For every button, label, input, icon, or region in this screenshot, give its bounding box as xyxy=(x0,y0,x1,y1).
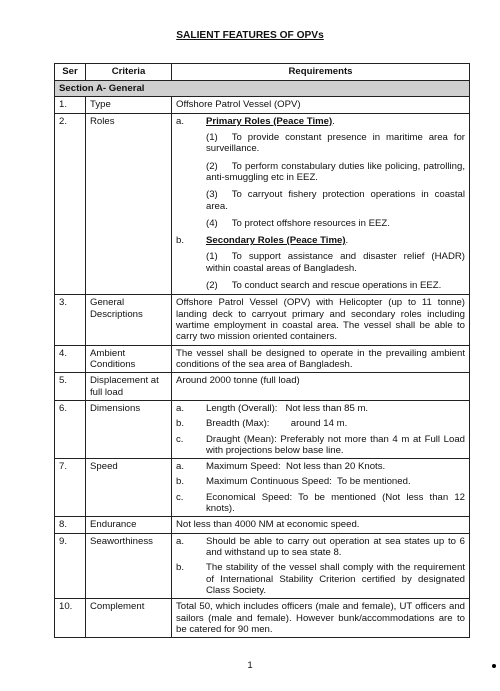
ser-cell: 7. xyxy=(55,459,86,517)
list-marker: a. xyxy=(176,402,185,414)
list-marker: a. xyxy=(176,115,185,127)
list-item xyxy=(176,461,465,472)
list-item xyxy=(176,403,465,414)
sub-text: To provide constant presence in maritime area for surveillance. xyxy=(206,131,465,155)
sub-number: (1) xyxy=(206,251,218,263)
sub-number: (4) xyxy=(206,217,218,229)
roles-primary xyxy=(176,116,465,127)
ser-cell: 3. xyxy=(55,295,86,345)
criteria-cell: Dimensions xyxy=(86,400,172,458)
sub-number: (3) xyxy=(206,189,218,201)
requirement-cell: Offshore Patrol Vessel (OPV) xyxy=(172,97,470,113)
ser-cell: 9. xyxy=(55,533,86,599)
table-row xyxy=(55,533,470,599)
list-marker: a. xyxy=(176,461,185,473)
heading-punct: . xyxy=(332,115,335,127)
table-row xyxy=(55,400,470,458)
heading-punct: . xyxy=(345,235,349,247)
table-row xyxy=(55,517,470,533)
item-text: Breadth (Max): around 14 m. xyxy=(206,418,348,430)
list-item xyxy=(206,189,465,212)
sub-text: To support assistance and disaster relief (HADR) within coastal areas of Bangladesh. xyxy=(206,251,465,274)
list-marker: c. xyxy=(176,491,184,503)
table-row xyxy=(55,295,470,345)
list-marker: b. xyxy=(176,418,185,430)
sub-text: To conduct search and rescue operations in EEZ. xyxy=(231,280,442,292)
ser-cell: 6. xyxy=(55,400,86,458)
corner-dot xyxy=(492,664,496,668)
sub-text: To carryout fishery protection operations in coastal area. xyxy=(206,189,465,212)
requirement-cell: Around 2000 tonne (full load) xyxy=(172,373,470,401)
list-item xyxy=(176,476,465,487)
item-text: Maximum Speed: Not less than 20 Knots. xyxy=(206,461,386,473)
table-row xyxy=(55,97,470,113)
criteria-cell: Complement xyxy=(86,599,172,638)
criteria-cell: Displacement at full load xyxy=(86,373,172,401)
document-title: SALIENT FEATURES OF OPVs xyxy=(176,30,324,41)
criteria-cell: Type xyxy=(86,97,172,113)
requirement-cell xyxy=(172,400,470,458)
criteria-cell: Seaworthiness xyxy=(86,533,172,599)
requirement-cell: Offshore Patrol Vessel (OPV) with Helicopter (up to 11 tonne) landing deck to carryout primary and secondary roles including wartime employment in coastal area. The vessel shall be able to carry two mission oriented containers. xyxy=(172,295,470,345)
sub-text: To protect offshore resources in EEZ. xyxy=(231,217,390,229)
secondary-roles-heading: Secondary Roles (Peace Time) xyxy=(206,235,346,247)
requirement-cell: Not less than 4000 NM at economic speed. xyxy=(172,517,470,533)
criteria-cell: Roles xyxy=(86,113,172,295)
list-item xyxy=(176,562,465,596)
table-row xyxy=(55,459,470,517)
item-text: Draught (Mean): Preferably not more than 4 m at Full Load with projections below base line. xyxy=(206,433,465,456)
ser-cell: 10. xyxy=(55,599,86,638)
requirement-cell: Total 50, which includes officers (male and female), UT officers and sailors (male and female). However bunk/accommodations are to be catered for 90 men. xyxy=(172,599,470,638)
ser-cell: 4. xyxy=(55,345,86,373)
list-item xyxy=(176,536,465,559)
requirement-cell: The vessel shall be designed to operate in the prevailing ambient conditions of the sea area of Bangladesh. xyxy=(172,345,470,373)
item-text: The stability of the vessel shall comply with the requirement of International Stability Criterion certified by designated Class Society. xyxy=(206,562,465,596)
ser-cell: 8. xyxy=(55,517,86,533)
ser-cell: 2. xyxy=(55,113,86,295)
list-marker: b. xyxy=(176,562,185,574)
list-item xyxy=(176,418,465,429)
header-ser: Ser xyxy=(55,64,86,81)
criteria-cell: General Descriptions xyxy=(86,295,172,345)
list-item xyxy=(176,434,465,457)
criteria-cell: Ambient Conditions xyxy=(86,345,172,373)
table-row xyxy=(55,373,470,401)
criteria-cell: Speed xyxy=(86,459,172,517)
list-item xyxy=(176,492,465,515)
list-item xyxy=(206,132,465,155)
list-item xyxy=(206,280,465,291)
list-item xyxy=(206,251,465,274)
requirement-cell xyxy=(172,113,470,295)
list-item xyxy=(206,161,465,184)
roles-secondary xyxy=(176,235,465,246)
item-text: Maximum Continuous Speed: To be mentioned. xyxy=(206,476,411,488)
requirement-cell xyxy=(172,459,470,517)
sub-number: (1) xyxy=(206,131,218,143)
table-row xyxy=(55,599,470,638)
primary-roles-heading: Primary Roles (Peace Time) xyxy=(206,115,333,127)
item-text: Length (Overall): Not less than 85 m. xyxy=(206,402,369,414)
table-row xyxy=(55,113,470,295)
list-item xyxy=(206,218,465,229)
item-text: Economical Speed: To be mentioned (Not less than 12 knots). xyxy=(206,491,465,515)
list-marker: c. xyxy=(176,433,184,445)
item-text: Should be able to carry out operation at sea states up to 6 and withstand up to sea state 8. xyxy=(206,535,465,558)
section-a-label: Section A- General xyxy=(55,81,470,97)
list-marker: b. xyxy=(176,476,185,488)
page-number: 1 xyxy=(247,660,253,671)
list-marker: a. xyxy=(176,535,185,547)
sub-text: To perform constabulary duties like policing, patrolling, anti-smuggling etc in EEZ. xyxy=(206,160,465,183)
table-header-row xyxy=(55,64,470,81)
ser-cell: 5. xyxy=(55,373,86,401)
sub-number: (2) xyxy=(206,160,218,172)
ser-cell: 1. xyxy=(55,97,86,113)
table-row xyxy=(55,345,470,373)
requirement-cell xyxy=(172,533,470,599)
section-row xyxy=(55,81,470,97)
criteria-cell: Endurance xyxy=(86,517,172,533)
header-requirements: Requirements xyxy=(172,64,470,81)
list-marker: b. xyxy=(176,235,185,247)
header-criteria: Criteria xyxy=(86,64,172,81)
features-table xyxy=(54,63,470,638)
sub-number: (2) xyxy=(206,280,218,292)
